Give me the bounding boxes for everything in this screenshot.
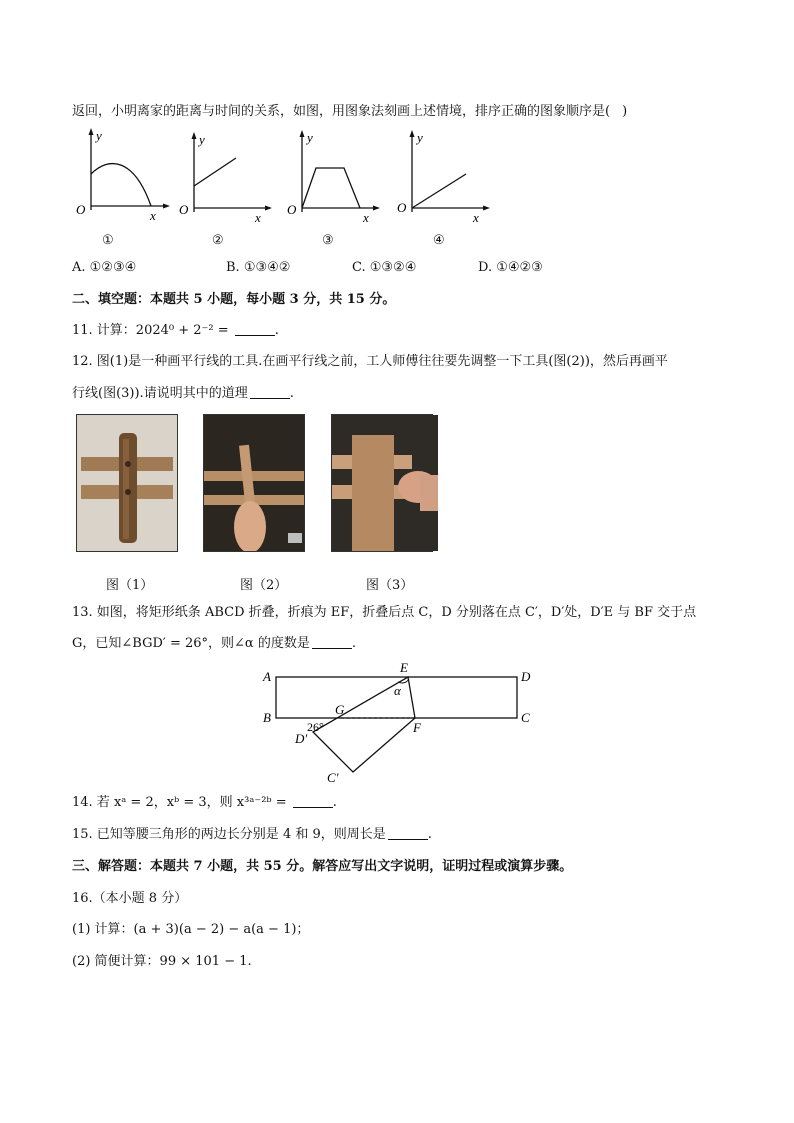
photo-2 — [203, 414, 305, 552]
point-A: A — [263, 669, 271, 684]
q13-line-1: 13. 如图，将矩形纸条 ABCD 折叠，折痕为 EF，折叠后点 C，D 分别落在点 C′，D′处，D′E 与 BF 交于点 — [72, 605, 697, 620]
q15-answer-blank[interactable] — [388, 827, 428, 840]
q14-text: 14. 若 xᵃ = 2，xᵇ = 3，则 x³ᵃ⁻²ᵇ = — [72, 795, 291, 810]
q12-line-1: 12. 图(1)是一种画平行线的工具.在画平行线之前，工人师傅往往要先调整一下工具(图(2))，然后再画平 — [72, 354, 668, 369]
q10-option-c[interactable]: C. ①③②④ — [352, 260, 417, 275]
graph-4 — [396, 128, 496, 226]
section-3-title: 三、解答题：本题共 7 小题，共 55 分。解答应写出文字说明，证明过程或演算步骤。 — [72, 859, 573, 874]
point-F: F — [413, 720, 421, 735]
graph-4-o: O — [397, 200, 407, 215]
q14-answer-blank[interactable] — [293, 795, 333, 808]
graph-3-label: ③ — [322, 233, 334, 248]
q10-stem-close: ) — [622, 104, 628, 119]
q16-head: 16.（本小题 8 分） — [72, 891, 188, 906]
graph-2-x: x — [255, 210, 261, 225]
photo-1 — [76, 414, 178, 552]
q11-answer-blank[interactable] — [235, 323, 275, 336]
point-D: D — [521, 669, 531, 684]
q10-option-b[interactable]: B. ①③④② — [226, 260, 291, 275]
fold-figure — [255, 660, 545, 788]
graph-1-y: y — [96, 128, 102, 143]
q15-text: 15. 已知等腰三角形的两边长分别是 4 和 9，则周长是 — [72, 827, 386, 842]
caption-1: 图（1） — [106, 578, 154, 593]
graph-1-x: x — [150, 208, 156, 223]
q11-text: 11. 计算：2024⁰ + 2⁻² = — [72, 323, 233, 338]
graph-4-x: x — [473, 210, 479, 225]
q11: 11. 计算：2024⁰ + 2⁻² = . — [72, 323, 279, 338]
q13-answer-blank[interactable] — [312, 636, 352, 649]
point-G: G — [335, 702, 345, 717]
section-2-title: 二、填空题：本题共 5 小题，每小题 3 分，共 15 分。 — [72, 292, 396, 307]
q16-part-2: (2) 简便计算：99 × 101 − 1. — [72, 954, 252, 969]
graph-4-y: y — [417, 130, 423, 145]
angle-26-label: 26° — [307, 720, 324, 734]
graph-1 — [74, 126, 174, 224]
q12-line-2: 行线(图(3)).请说明其中的道理 . — [72, 386, 294, 401]
caption-3: 图（3） — [366, 578, 414, 593]
graph-3-y: y — [307, 130, 313, 145]
q10-option-a[interactable]: A. ①②③④ — [72, 260, 137, 275]
graph-4-label: ④ — [433, 233, 445, 248]
q15: 15. 已知等腰三角形的两边长分别是 4 和 9，则周长是 . — [72, 827, 432, 842]
graph-2-y: y — [199, 132, 205, 147]
graph-3-x: x — [363, 210, 369, 225]
q10-stem — [72, 103, 627, 121]
q16-part-1: (1) 计算：(a + 3)(a − 2) − a(a − 1)； — [72, 922, 310, 937]
caption-2: 图（2） — [240, 578, 288, 593]
graph-3 — [286, 128, 386, 226]
graph-2-o: O — [179, 202, 189, 217]
q10-option-d[interactable]: D. ①④②③ — [478, 260, 543, 275]
graph-3-o: O — [287, 202, 297, 217]
point-C: C — [521, 710, 530, 725]
q12-answer-blank[interactable] — [250, 386, 290, 399]
graph-1-label: ① — [102, 233, 114, 248]
q13-line-2: G，已知∠BGD′ = 26°，则∠α 的度数是 . — [72, 636, 356, 651]
point-E: E — [400, 660, 408, 675]
point-Dprime: D′ — [295, 731, 308, 746]
graph-2-label: ② — [212, 233, 224, 248]
point-Cprime: C′ — [327, 770, 339, 785]
photo-3 — [331, 414, 433, 552]
q10-stem-text: 返回，小明离家的距离与时间的关系，如图，用图象法刻画上述情境，排序正确的图象顺序是( — [72, 104, 611, 119]
point-B: B — [263, 710, 271, 725]
q14: 14. 若 xᵃ = 2，xᵇ = 3，则 x³ᵃ⁻²ᵇ = . — [72, 795, 337, 810]
graph-1-o: O — [76, 202, 86, 217]
graph-2 — [178, 130, 278, 228]
angle-alpha-label: α — [394, 683, 401, 698]
